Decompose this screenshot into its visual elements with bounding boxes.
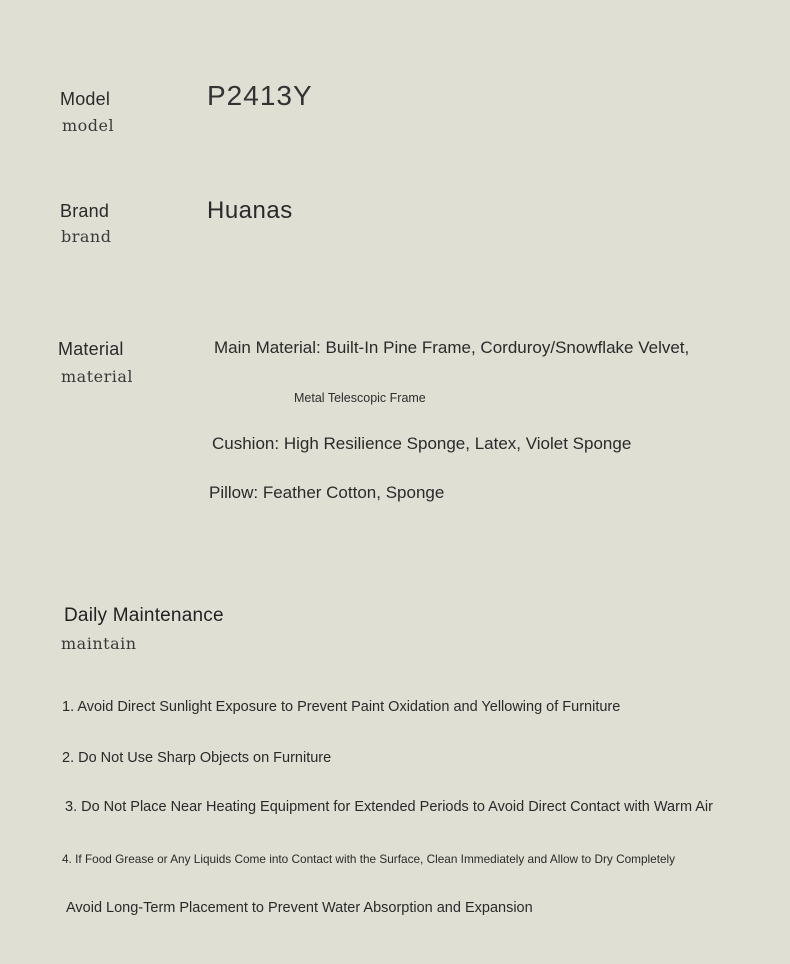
maintenance-sublabel: maintain bbox=[61, 634, 137, 653]
material-label: Material bbox=[58, 339, 124, 359]
material-cushion: Cushion: High Resilience Sponge, Latex, Violet Sponge bbox=[212, 434, 632, 453]
maintenance-item-5: Avoid Long-Term Placement to Prevent Water Absorption and Expansion bbox=[66, 900, 533, 916]
maintenance-item-1: 1. Avoid Direct Sunlight Exposure to Prevent Paint Oxidation and Yellowing of Furniture bbox=[62, 699, 621, 715]
model-label: Model bbox=[60, 89, 111, 109]
maintenance-item-3: 3. Do Not Place Near Heating Equipment for Extended Periods to Avoid Direct Contact with Warm Air bbox=[65, 799, 713, 815]
material-pillow: Pillow: Feather Cotton, Sponge bbox=[209, 483, 445, 502]
material-sublabel: material bbox=[61, 367, 134, 386]
material-main-line: Main Material: Built-In Pine Frame, Corduroy/Snowflake Velvet, bbox=[214, 338, 690, 357]
brand-label: Brand bbox=[60, 201, 110, 221]
maintenance-item-2: 2. Do Not Use Sharp Objects on Furniture bbox=[62, 750, 332, 766]
brand-sublabel: brand bbox=[61, 227, 112, 246]
maintenance-item-4: 4. If Food Grease or Any Liquids Come into Contact with the Surface, Clean Immediately and Allow to Dry Completely bbox=[62, 852, 676, 866]
brand-value: Huanas bbox=[207, 197, 293, 224]
model-sublabel: model bbox=[62, 116, 115, 135]
material-main-line-cont: Metal Telescopic Frame bbox=[294, 391, 426, 405]
model-value: P2413Y bbox=[207, 80, 313, 111]
maintenance-heading: Daily Maintenance bbox=[64, 605, 224, 626]
